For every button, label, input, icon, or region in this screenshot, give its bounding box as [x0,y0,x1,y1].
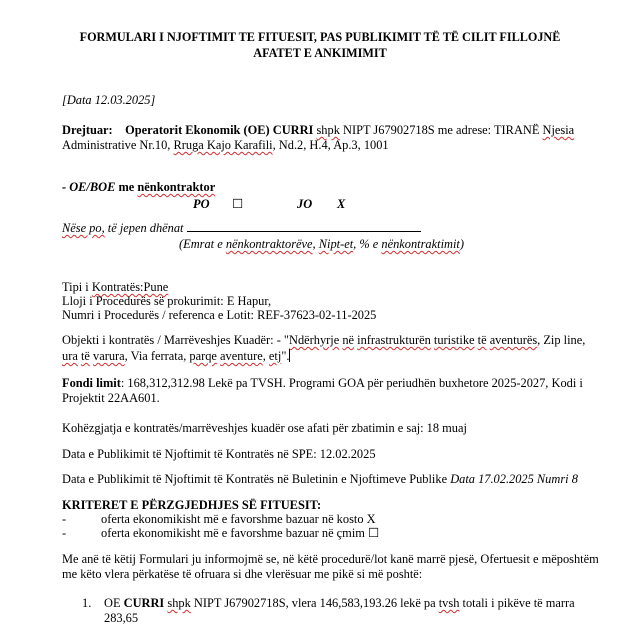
object-part: turistike [433,333,475,347]
object-part: , [262,349,266,363]
form-title-line-2: AFATET E ANKIMIMIT [253,46,387,60]
spe-publication-date: Data e Publikimit të Njoftimit të Kontratës në SPE: 12.02.2025 [62,447,376,461]
criteria-heading: KRITERET E PËRZGJEDHJES SË FITUESIT: [62,498,322,512]
fund-limit-line-1 [62,376,583,391]
object-part: , Zip line, [537,333,586,347]
addressee-admin-unit: Administrative Nr.10, [62,138,171,152]
details-instructions: të jepen dhënat [107,221,184,235]
fund-limit-line-2: Projektit 22AA601. [62,391,160,405]
addressee-shpk: shpk [316,123,340,137]
object-part: parqe [189,349,217,363]
criteria-item-dash: - [62,512,67,526]
fund-limit-label: Fondi limit [62,376,121,390]
details-nese-po: Nëse po, [62,221,105,235]
hint-part: Nipt-et [318,237,354,251]
bulletin-publication [62,472,578,487]
object-part: varura [93,349,125,363]
bidder-line-1 [104,596,575,611]
addressee-njesia: Njesia [542,123,575,137]
bulletin-label: Data e Publikimit të Njoftimit të Kontratës në Buletinin e Njoftimeve Publike [62,472,448,486]
addressee-line-1 [62,123,574,138]
bulletin-date-number: Data 17.02.2025 Numri 8 [450,472,578,486]
addressee-name: Operatorit Ekonomik (OE) CURRI [125,123,314,137]
subcontractor-jo: JO [297,197,313,211]
subcontractor-label [62,180,215,195]
procedure-type: Lloji i Procedurës së prokurimit: E Hapur, [62,294,272,308]
hint-part: , % e [353,237,379,251]
subcontractor-details [62,219,421,236]
object-part: ura [62,349,78,363]
object-part: aventure [220,349,263,363]
addressee-label: Drejtuar: [62,123,113,137]
subcontractor-hint [179,237,464,252]
text-cursor [289,349,290,362]
bidders-intro-line-1: Me anë të këtij Formulari ju informojmë se, në këtë procedurë/lot kanë marrë pjesë, Ofertuesit e mëposhtëm [62,552,599,566]
object-part: në [342,333,355,347]
bidder-points: 283,65 [104,611,139,625]
object-part: infrastrukturën [357,333,431,347]
addressee-line-2 [62,138,389,153]
bidder-oe: OE [104,596,121,610]
bidder-tvsh: tvsh [438,596,460,610]
addressee-street: Rruga Kajo Karafili [173,138,273,152]
contract-object-line-1 [62,333,585,348]
subcontractor-me: me [118,180,135,194]
document-date: [Data 12.03.2025] [62,93,156,107]
contract-type [62,280,168,295]
bidder-number: 1. [82,596,92,610]
subcontractor-word: nënkontraktor [137,180,216,194]
object-part: aventurës [489,333,538,347]
object-part: Ndërhyrje [289,333,340,347]
contract-duration: Kohëzgjatja e kontratës/marrëveshjes kuadër ose afati për zbatimin e saj: 18 muaj [62,421,467,435]
criteria-item-cost: oferta ekonomikisht më e favorshme bazuar në kosto X [101,512,376,526]
contract-object-line-2 [62,349,290,364]
object-part: Objekti i kontratës / Marrëveshjes Kuadër: - " [62,333,289,347]
contract-type-label: Tipi i [62,280,89,294]
subcontractor-jo-mark: X [337,197,346,211]
hint-part: , [312,237,316,251]
form-title-line-1: FORMULARI I NJOFTIMIT TE FITUESIT, PAS PUBLIKIMIT TË TË CILIT FILLOJNË [79,30,561,44]
criteria-item-dash: - [62,526,67,540]
hint-part: nënkontraktimit [381,237,460,251]
hint-part: ) [459,237,464,251]
subcontractor-details-field[interactable] [187,219,421,232]
object-part: ". [281,349,290,363]
bidder-value: NIPT J67902718S, vlera 146,583,193.26 lekë pa [193,596,436,610]
subcontractor-po-checkbox[interactable]: ☐ [232,197,244,211]
criteria-item-price: oferta ekonomikisht më e favorshme bazuar në çmim ☐ [101,526,380,540]
addressee-building: , Nd.2, H.4, Ap.3, 1001 [272,138,389,152]
bidder-points-label: totali i pikëve të marra [462,596,575,610]
fund-limit-value: : 168,312,312.98 Lekë pa TVSH. Programi GOA për periudhën buxhetore 2025-2027, Kodi i [120,376,583,390]
bidder-shpk: shpk [167,596,191,610]
addressee-nipt-address: NIPT J67902718S me adrese: TIRANË [343,123,540,137]
procedure-reference: Numri i Procedurës / referenca e Lotit: REF-37623-02-11-2025 [62,308,377,322]
bidder-name: CURRI [123,596,165,610]
object-part: të [477,333,487,347]
subcontractor-oe-label: - OE/BOE [62,180,116,194]
object-part: etj [268,349,282,363]
contract-type-value: Kontratës:Pune [91,280,169,294]
hint-part: (Emrat e [179,237,223,251]
object-part: , Via ferrata, [124,349,187,363]
object-part: të [80,349,90,363]
subcontractor-po: PO [193,197,210,211]
bidders-intro-line-2: me këto vlera përkatëse të ofruara si dhe vlerësuar me pikë si më poshtë: [62,567,423,581]
hint-part: nënkontraktorëve [225,237,313,251]
